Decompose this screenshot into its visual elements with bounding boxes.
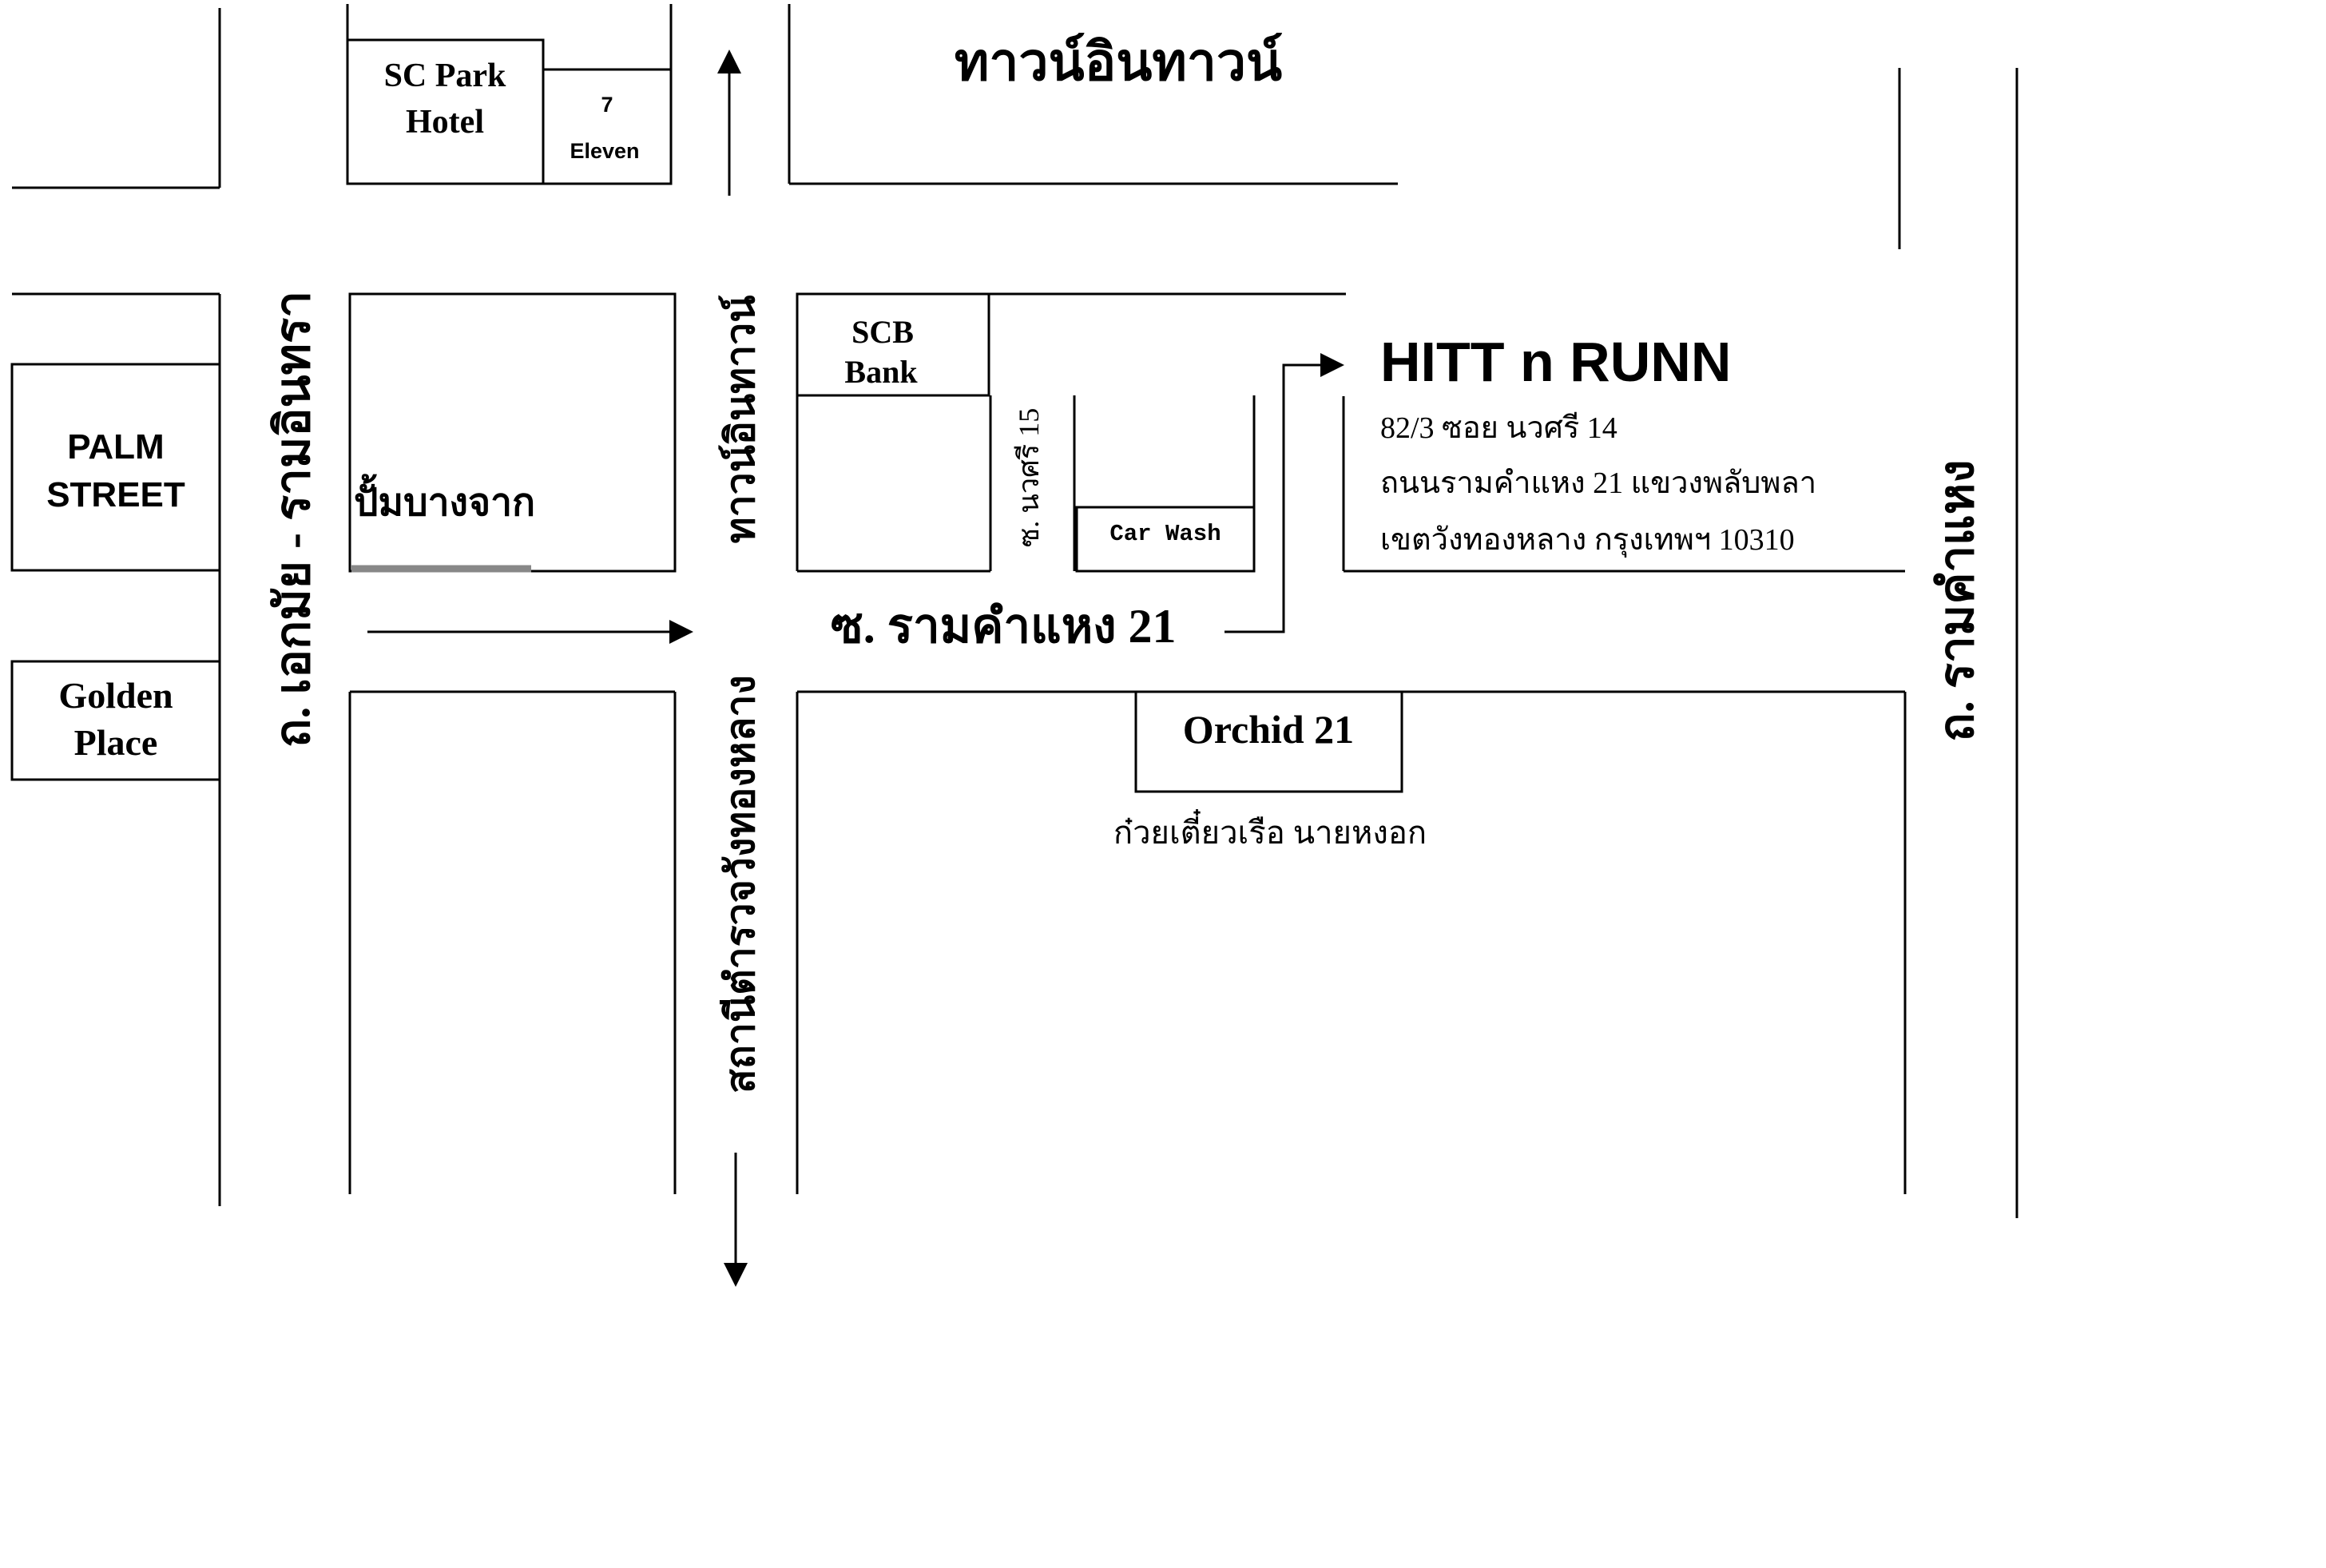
sc-park-hotel-label-line2: Hotel (406, 104, 484, 141)
palm-street-label: PALM (67, 427, 165, 466)
seven-eleven-label-line2: Eleven (570, 139, 640, 163)
gas-station-label: ปั้มบางจาก (354, 482, 536, 524)
towntown-vertical-road-label: ทาวน์อินทาวน์ (718, 295, 763, 544)
ramkhamhaeng-road-label: ถ. รามคำแหง (1931, 459, 1983, 742)
golden-place-label: Golden (58, 675, 173, 716)
seven-eleven-label: 7 (601, 93, 613, 117)
orchid-21-label: Orchid 21 (1182, 707, 1355, 752)
scb-bank-label: SCB (851, 314, 914, 350)
soi-ramkhamhaeng-21-label: ซ. รามคำแหง 21 (831, 600, 1177, 653)
noodle-shop-label: ก๋วยเตี๋ยวเรือ นายหงอก (1113, 815, 1427, 851)
car-wash-label: Car Wash (1109, 521, 1221, 547)
soi-nawasri-15-label: ซ. นวศรี 15 (1013, 407, 1045, 548)
palm-street-box (12, 364, 220, 570)
top-left-block-outline (12, 8, 220, 188)
gas-station-block (350, 294, 675, 571)
lower-left-block-outline (350, 692, 675, 1194)
golden-place-label-line2: Place (73, 722, 158, 763)
palm-street-label-line2: STREET (46, 475, 185, 514)
police-station-road-label: สถานีตำรวจวังทองหลาง (718, 675, 763, 1094)
ekkamai-ramintra-road-label: ถ. เอกมัย - รามอินทรา (267, 291, 320, 748)
scb-bank-label-line2: Bank (844, 354, 918, 390)
destination-name: HITT n RUNN (1380, 331, 1732, 393)
destination-address-line3: เขตวังทองหลาง กรุงเทพฯ 10310 (1380, 523, 1795, 557)
towntown-top-label: ทาวน์อินทาวน์ (954, 34, 1283, 92)
sc-park-hotel-label: SC Park (383, 58, 506, 94)
destination-address-line1: 82/3 ซอย นวศรี 14 (1380, 411, 1617, 445)
lower-right-block-outline (797, 692, 1905, 1194)
seven-eleven-box (543, 69, 671, 184)
route-to-destination-arrow (1225, 365, 1340, 632)
destination-address-line2: ถนนรามคำแหง 21 แขวงพลับพลา (1380, 466, 1817, 500)
towntown-top-block-outline (789, 4, 1398, 184)
